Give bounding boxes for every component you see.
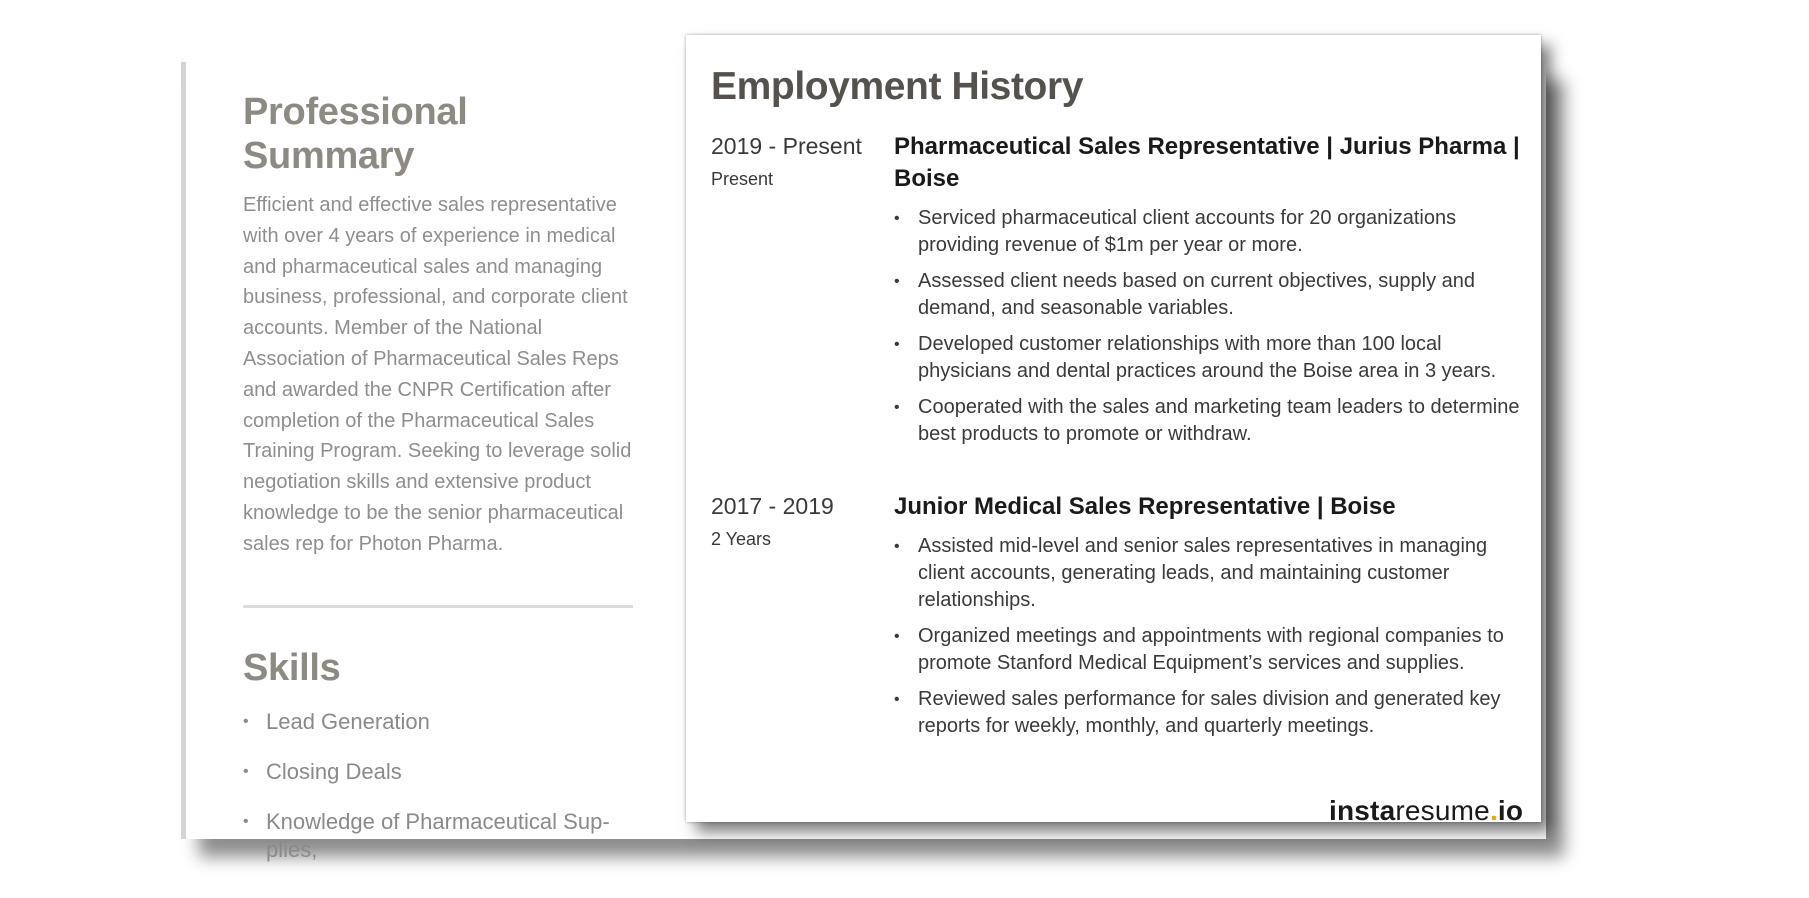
bullet-icon: • [894,399,900,416]
skills-list [243,708,635,864]
job-bullet-text: Organized meetings and appointments with regional companies to promote Stanford Medical Equipment’s services and supplies. [918,625,1504,674]
bullet-icon: • [894,210,900,227]
bullet-icon: • [243,712,249,730]
job-bullet-list [894,533,1526,740]
job-date-range: 2019 - Present [711,133,862,159]
job-detail-column [894,131,1526,457]
job-bullet-text: Assessed client needs based on current objectives, supply and demand, and seasonable variables. [918,270,1476,319]
job-detail-column [894,491,1526,749]
skill-item-label: Knowledge of Pharmaceutical Sup-plies, [266,808,610,862]
professional-summary-text: Efficient and effective sales representative with over 4 years of experience in medical and pharmaceutical sales and managing business, professional, and corporate client accounts. Member of the National Association of Pharmaceutical Sales Reps and awarded the CNPR Certification after completion of the Pharmaceutical Sales Training Program. Seeking to leverage solid negotiation skills and extensive product knowledge to be the senior pharmaceutical sales rep for Photon Pharma. [243,194,632,555]
bullet-icon: • [894,273,900,290]
job-duration: Present [711,169,774,189]
employment-history-card [686,35,1541,822]
bullet-icon: • [894,628,900,645]
job-bullet [894,623,1526,677]
brand-part-io: io [1497,795,1524,826]
skill-item [243,808,635,864]
job-bullet [894,686,1526,740]
job-bullet [894,205,1526,259]
skill-item [243,708,635,736]
brand-part-resume: resume [1395,795,1490,826]
job-bullet [894,533,1526,614]
job-date-column [711,131,881,190]
brand-dot: . [1489,795,1498,826]
skill-item-label: Closing Deals [266,758,402,784]
job-date-column [711,491,881,550]
brand-logo [1329,795,1523,827]
skill-item-label: Lead Generation [266,708,430,734]
bullet-icon: • [243,762,249,780]
left-column [243,90,635,886]
job-bullet [894,394,1526,448]
job-bullet-text: Cooperated with the sales and marketing team leaders to determine best products to promote or withdraw. [918,396,1520,445]
skill-item [243,758,635,786]
job-bullet-text: Serviced pharmaceutical client accounts for 20 organizations providing revenue of $1m per year or more. [918,207,1457,256]
employment-history-heading: Employment History [711,65,1084,108]
bullet-icon: • [894,691,900,708]
job-bullet-text: Assisted mid-level and senior sales representatives in managing client accounts, generating leads, and maintaining customer relationships. [918,535,1488,611]
job-bullet [894,331,1526,385]
page-edge-rail [181,62,186,839]
job-bullet [894,268,1526,322]
section-divider [243,605,633,608]
job-title: Pharmaceutical Sales Representative | Jurius Pharma | Boise [894,133,1520,192]
job-title: Junior Medical Sales Representative | Boise [894,493,1396,520]
skills-heading: Skills [243,646,341,689]
bullet-icon: • [894,538,900,555]
job-date-range: 2017 - 2019 [711,493,834,519]
job-bullet-text: Developed customer relationships with more than 100 local physicians and dental practices around the Boise area in 3 years. [918,333,1497,382]
job-bullet-list [894,205,1526,448]
professional-summary-heading: Professional Summary [243,91,468,177]
bullet-icon: • [894,336,900,353]
job-bullet-text: Reviewed sales performance for sales division and generated key reports for weekly, monthly, and quarterly meetings. [918,688,1501,737]
brand-part-insta: insta [1329,795,1396,826]
job-duration: 2 Years [711,529,772,549]
bullet-icon: • [243,812,249,830]
